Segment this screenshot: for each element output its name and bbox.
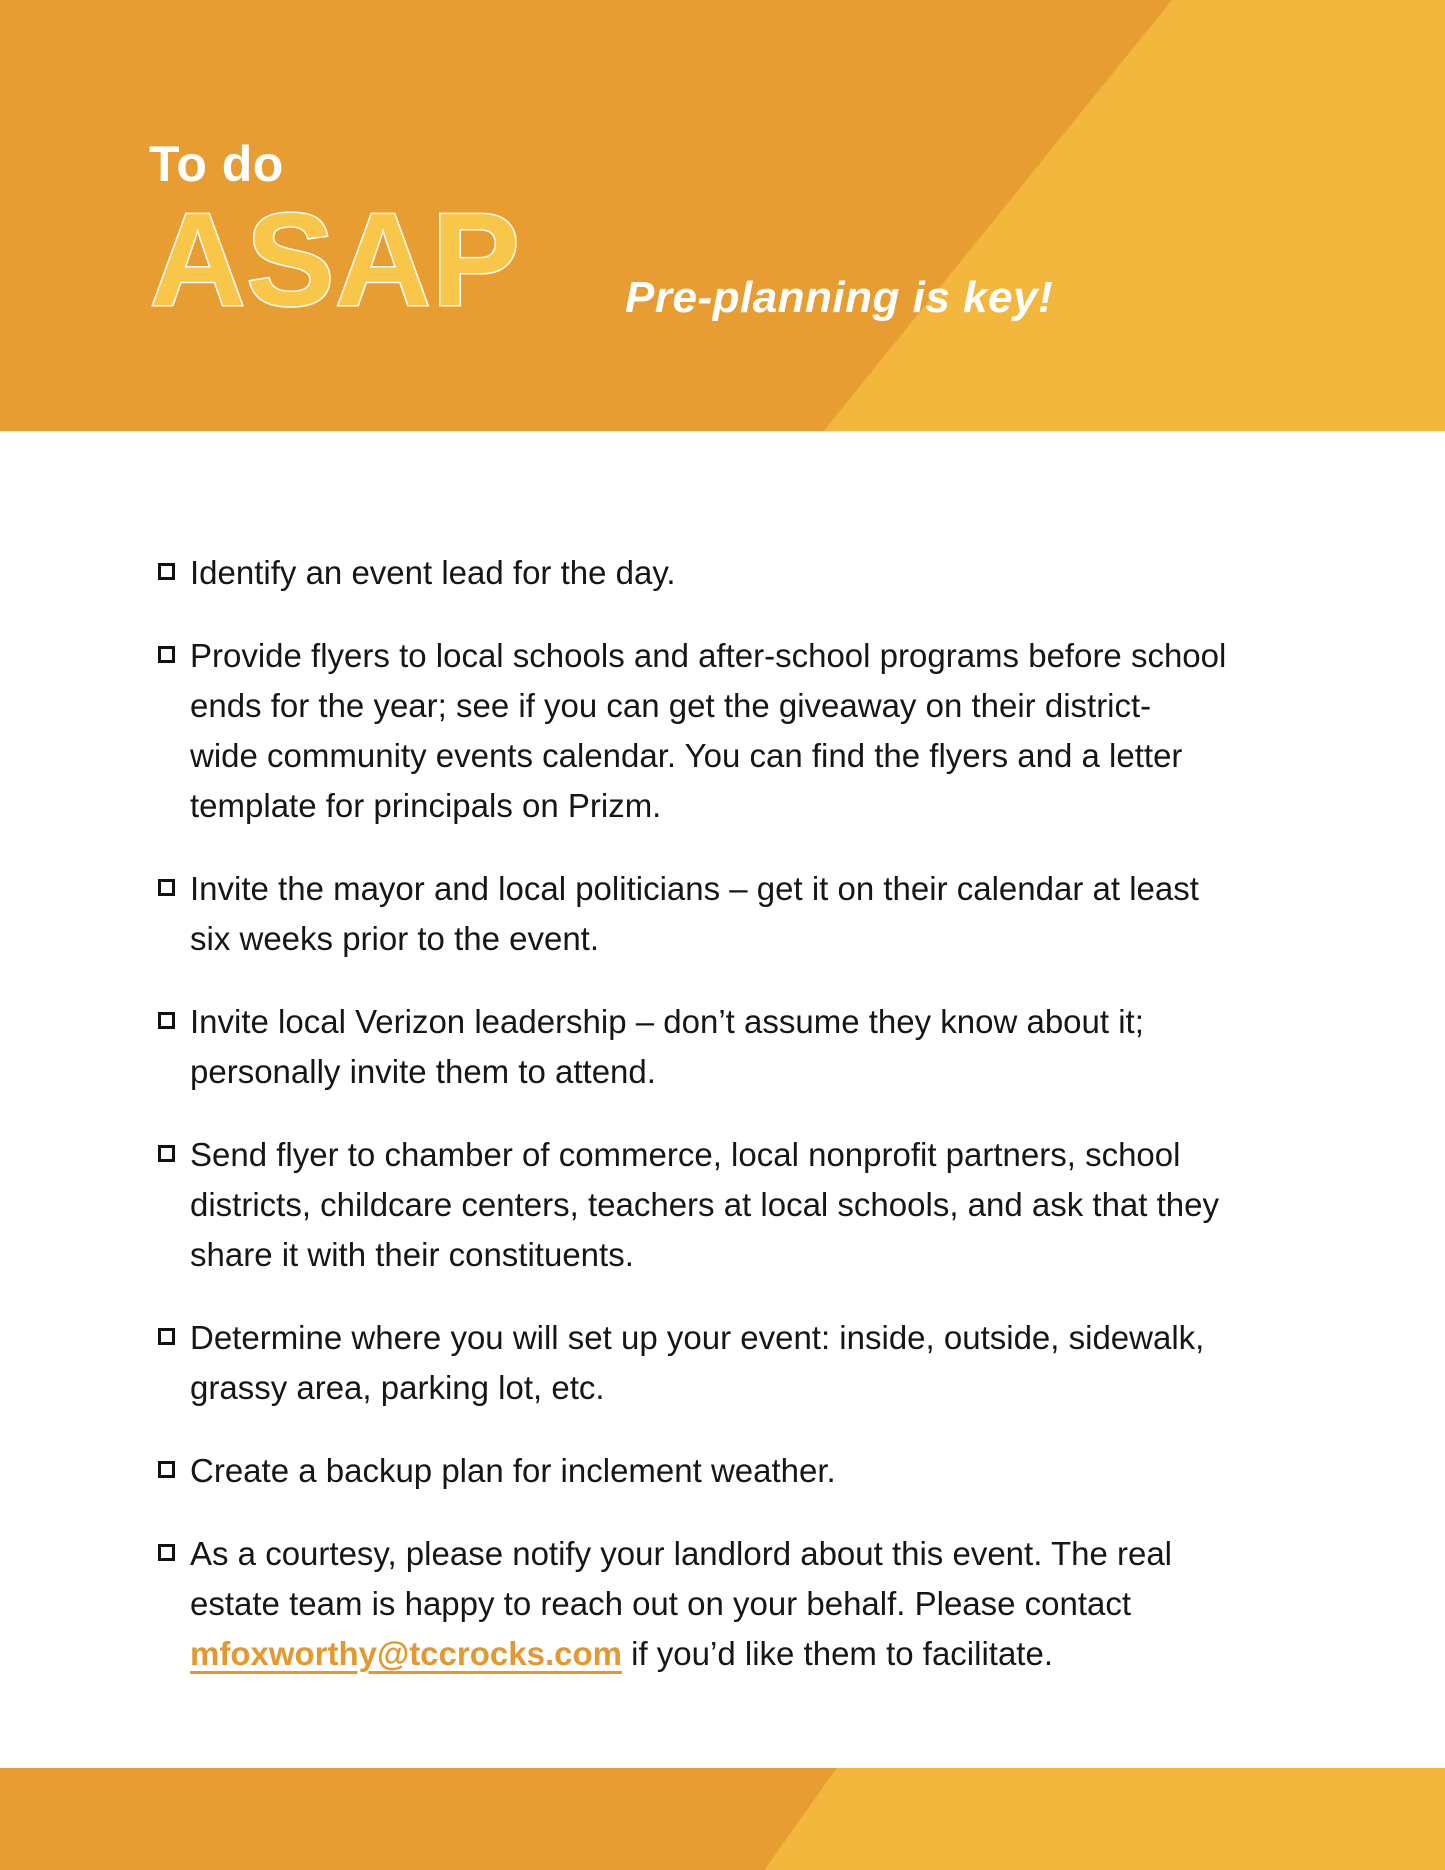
- text-line: ends for the year; see if you can get the giveaway on their district-: [190, 687, 1152, 724]
- text-line: grassy area, parking lot, etc.: [190, 1369, 605, 1406]
- checkbox-icon[interactable]: [158, 879, 175, 896]
- text-line: Send flyer to chamber of commerce, local nonprofit partners, school: [190, 1136, 1181, 1173]
- checkbox-icon[interactable]: [158, 1328, 175, 1345]
- checkbox-icon[interactable]: [158, 1145, 175, 1162]
- footer-diagonal-accent: [0, 1768, 1445, 1870]
- text-line: Create a backup plan for inclement weather.: [190, 1452, 836, 1489]
- checkbox-icon[interactable]: [158, 1461, 175, 1478]
- checkbox-icon[interactable]: [158, 563, 175, 580]
- text-line: As a courtesy, please notify your landlord about this event. The real: [190, 1535, 1173, 1572]
- checklist-item: [158, 1313, 1365, 1413]
- checklist-item: [158, 997, 1365, 1097]
- checklist-item-text: [190, 1313, 1204, 1413]
- text-line: template for principals on Prizm.: [190, 787, 662, 824]
- text-line: estate team is happy to reach out on your behalf. Please contact: [190, 1585, 1132, 1622]
- checklist: [0, 431, 1445, 1712]
- text-line: personally invite them to attend.: [190, 1053, 656, 1090]
- checklist-item-text: [190, 631, 1226, 831]
- header-tagline: Pre-planning is key!: [625, 273, 1054, 322]
- header-banner: [0, 0, 1445, 431]
- text-line: Provide flyers to local schools and after-school programs before school: [190, 637, 1227, 674]
- checklist-item-text: [190, 1529, 1172, 1679]
- text-segment: if you’d like them to facilitate.: [621, 1635, 1053, 1672]
- header-eyebrow: To do: [149, 136, 284, 192]
- checkbox-icon[interactable]: [158, 1544, 175, 1561]
- checklist-item: [158, 548, 1365, 598]
- text-line: six weeks prior to the event.: [190, 920, 600, 957]
- checklist-item: [158, 1529, 1365, 1679]
- checklist-item: [158, 864, 1365, 964]
- checkbox-icon[interactable]: [158, 1012, 175, 1029]
- text-line: wide community events calendar. You can find the flyers and a letter: [190, 737, 1183, 774]
- text-line: [190, 1629, 1172, 1679]
- checklist-item-text: [190, 1130, 1219, 1280]
- checklist-item-text: [190, 864, 1199, 964]
- page-title: ASAP: [150, 186, 521, 333]
- checklist-item: [158, 631, 1365, 831]
- checklist-item-text: [190, 548, 676, 598]
- checklist-item: [158, 1446, 1365, 1496]
- email-link[interactable]: mfoxworthy@tccrocks.com: [190, 1635, 622, 1672]
- text-line: share it with their constituents.: [190, 1236, 634, 1273]
- text-line: districts, childcare centers, teachers at local schools, and ask that they: [190, 1186, 1219, 1223]
- text-line: Determine where you will set up your event: inside, outside, sidewalk,: [190, 1319, 1205, 1356]
- text-line: Identify an event lead for the day.: [190, 554, 676, 591]
- text-line: Invite the mayor and local politicians – get it on their calendar at least: [190, 870, 1199, 907]
- checklist-item: [158, 1130, 1365, 1280]
- checklist-item-text: [190, 1446, 836, 1496]
- checklist-item-text: [190, 997, 1144, 1097]
- checkbox-icon[interactable]: [158, 646, 175, 663]
- footer-banner: [0, 1768, 1445, 1870]
- text-line: Invite local Verizon leadership – don’t assume they know about it;: [190, 1003, 1144, 1040]
